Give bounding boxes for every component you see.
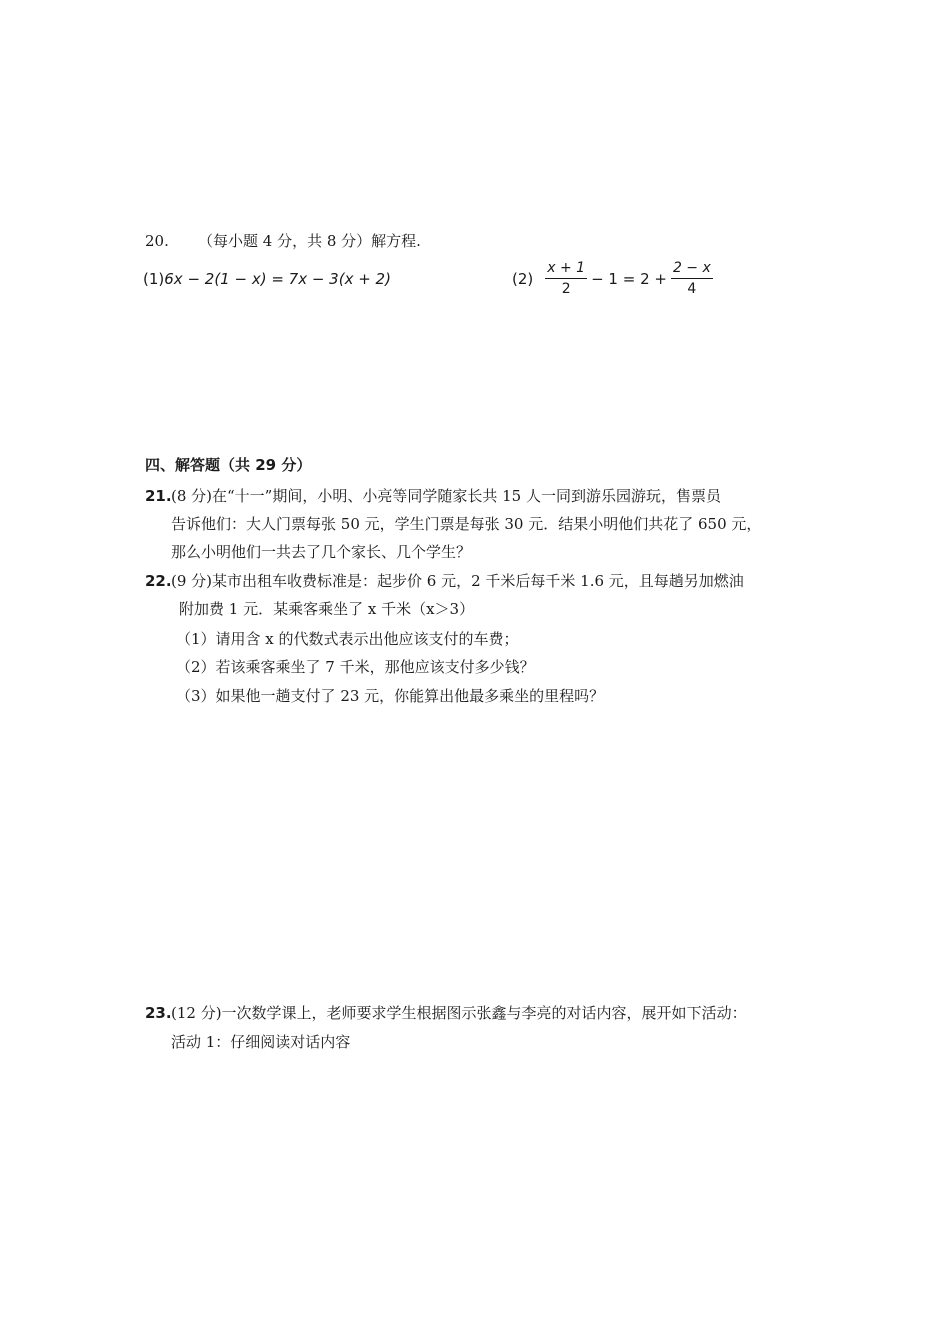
section4-heading: 四、解答题（共 29 分）: [145, 456, 312, 474]
q20-part2-label: (2): [512, 270, 534, 288]
q22-sub3: （3）如果他一趟支付了 23 元，你能算出他最多乘坐的里程吗？: [176, 687, 605, 705]
q23-line2: 活动 1：仔细阅读对话内容: [171, 1033, 351, 1051]
q21-line2: 告诉他们：大人门票每张 50 元，学生门票是每张 30 元．结果小明他们共花了 650 元，: [171, 515, 762, 533]
q20-part1: [143, 269, 391, 289]
q22-sub2: （2）若该乘客乘坐了 7 千米，那他应该支付多少钱？: [176, 658, 535, 676]
q20-fraction-2-denominator: 4: [687, 281, 697, 297]
q21-line3: 那么小明他们一共去了几个家长、几个学生？: [171, 543, 472, 561]
q22-sub1: （1）请用含 x 的代数式表示出他应该支付的车费；: [176, 630, 519, 648]
q20-fraction-1-numerator: x + 1: [545, 260, 587, 279]
q21-number: 21.: [145, 487, 172, 505]
q22-number: 22.: [145, 572, 172, 590]
q20-part2-middle: − 1 = 2 +: [591, 270, 667, 288]
q20-fraction-2: [671, 260, 713, 298]
q20-instruction: （每小题 4 分，共 8 分）解方程.: [198, 232, 421, 250]
q20-part1-equation: 6x − 2(1 − x) = 7x − 3(x + 2): [164, 270, 391, 288]
q20-fraction-1-denominator: 2: [561, 281, 571, 297]
q20-part1-label: (1): [143, 270, 165, 288]
q20-number: 20.: [145, 232, 169, 250]
q23-number: 23.: [145, 1004, 172, 1022]
q20-fraction-1: [545, 260, 587, 298]
q22-line2: 附加费 1 元．某乘客乘坐了 x 千米（x＞3）: [179, 600, 475, 618]
q20-fraction-2-numerator: 2 − x: [671, 260, 713, 279]
q20-part2: [512, 256, 713, 302]
q23-line1: (12 分)一次数学课上，老师要求学生根据图示张鑫与李亮的对话内容，展开如下活动：: [171, 1004, 747, 1022]
q22-line1: (9 分)某市出租车收费标准是：起步价 6 元，2 千米后每千米 1.6 元，且每趟另加燃油: [171, 572, 744, 590]
q21-line1: (8 分)在“十一”期间，小明、小亮等同学随家长共 15 人一同到游乐园游玩，售票员: [171, 487, 721, 505]
